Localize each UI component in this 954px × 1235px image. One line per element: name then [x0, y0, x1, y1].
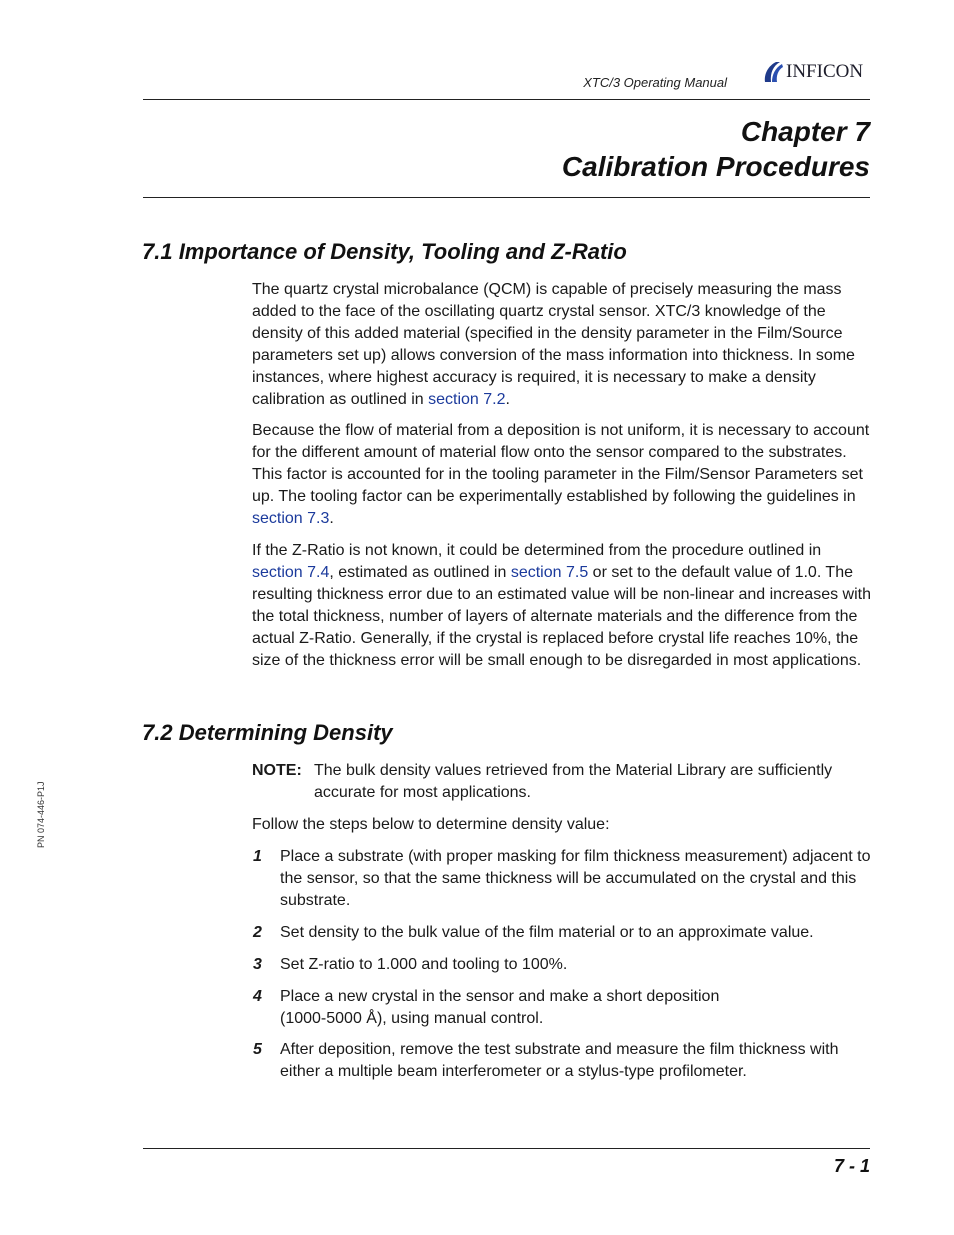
step-number: 2 [253, 924, 262, 941]
paragraph-text: The quartz crystal microbalance (QCM) is capable of precisely measuring the mass added to the face of the oscillating quartz crystal sensor. XTC/3 knowledge of the density of this added material (specified in the density parameter in the Film/Source parameters set up) allows conversion of the mass information into thickness. In some instances, where highest accuracy is required, it is necessary to make a density calibration as outlined in [252, 281, 855, 408]
step-number: 3 [253, 956, 262, 973]
paragraph-text: . [505, 391, 510, 408]
section-7-3-link[interactable]: section 7.3 [252, 510, 330, 527]
part-number-label: PN 074-446-P1J [36, 781, 46, 848]
section-7-1-paragraph-3 [252, 540, 872, 672]
inficon-logo-text: INFICON [786, 61, 864, 82]
step-number: 1 [253, 848, 262, 865]
section-7-1-heading: 7.1 Importance of Density, Tooling and Z-Ratio [142, 239, 627, 264]
step-number: 4 [253, 988, 262, 1005]
section-7-2-link[interactable]: section 7.2 [428, 391, 506, 408]
section-7-5-link[interactable]: section 7.5 [510, 564, 589, 581]
paragraph-text: Because the flow of material from a deposition is not uniform, it is necessary to account for the different amount of material flow onto the sensor compared to the substrates. This factor is accounted for in the tooling parameter in the Film/Sensor Parameters set up. The tooling factor can be experimentally established by following the guidelines in [252, 422, 870, 505]
note-text: The bulk density values retrieved from the Material Library are sufficiently accurate for most applications. [314, 762, 833, 801]
inficon-logo [762, 60, 863, 84]
steps-intro: Follow the steps below to determine density value: [252, 816, 610, 833]
section-7-4-link[interactable]: section 7.4 [252, 564, 330, 581]
chapter-rule [143, 197, 870, 198]
paragraph-text: If the Z-Ratio is not known, it could be determined from the procedure outlined in [252, 542, 822, 559]
chapter-title: Calibration Procedures [561, 151, 870, 182]
section-7-1-paragraph-2 [252, 420, 872, 530]
inficon-logo-icon [762, 60, 784, 84]
paragraph-text: , estimated as outlined in [329, 564, 511, 581]
note-label: NOTE: [252, 762, 302, 779]
chapter-number: Chapter 7 [740, 116, 870, 147]
paragraph-text: . [329, 510, 334, 527]
page-number: 7 - 1 [833, 1156, 870, 1176]
step-text: Set density to the bulk value of the film material or to an approximate value. [280, 924, 814, 941]
section-7-2-heading: 7.2 Determining Density [142, 720, 393, 745]
step-number: 5 [253, 1041, 262, 1058]
step-text: Place a substrate (with proper masking for film thickness measurement) adjacent to the sensor, so that the same thickness will be accumulated on the crystal and this substrate. [280, 848, 871, 909]
paragraph-text: or set to the default value of 1.0. The resulting thickness error due to an estimated value will be non-linear and increases with the total thickness, number of layers of alternate materials and the difference from the actual Z-Ratio. Generally, if the crystal is replaced before crystal life reaches 10%, the size of the thickness error will be small enough to be disregarded in most applications. [252, 564, 871, 669]
step-text: Set Z-ratio to 1.000 and tooling to 100%. [280, 956, 568, 973]
manual-title: XTC/3 Operating Manual [583, 75, 727, 90]
step-text: After deposition, remove the test substrate and measure the film thickness with either a multiple beam interferometer or a stylus-type profilometer. [280, 1041, 839, 1080]
footer-rule [143, 1148, 870, 1149]
section-7-1-paragraph-1 [252, 279, 872, 411]
step-text: Place a new crystal in the sensor and make a short deposition (1000-5000 Å), using manual control. [280, 988, 720, 1027]
header-rule [143, 99, 870, 100]
